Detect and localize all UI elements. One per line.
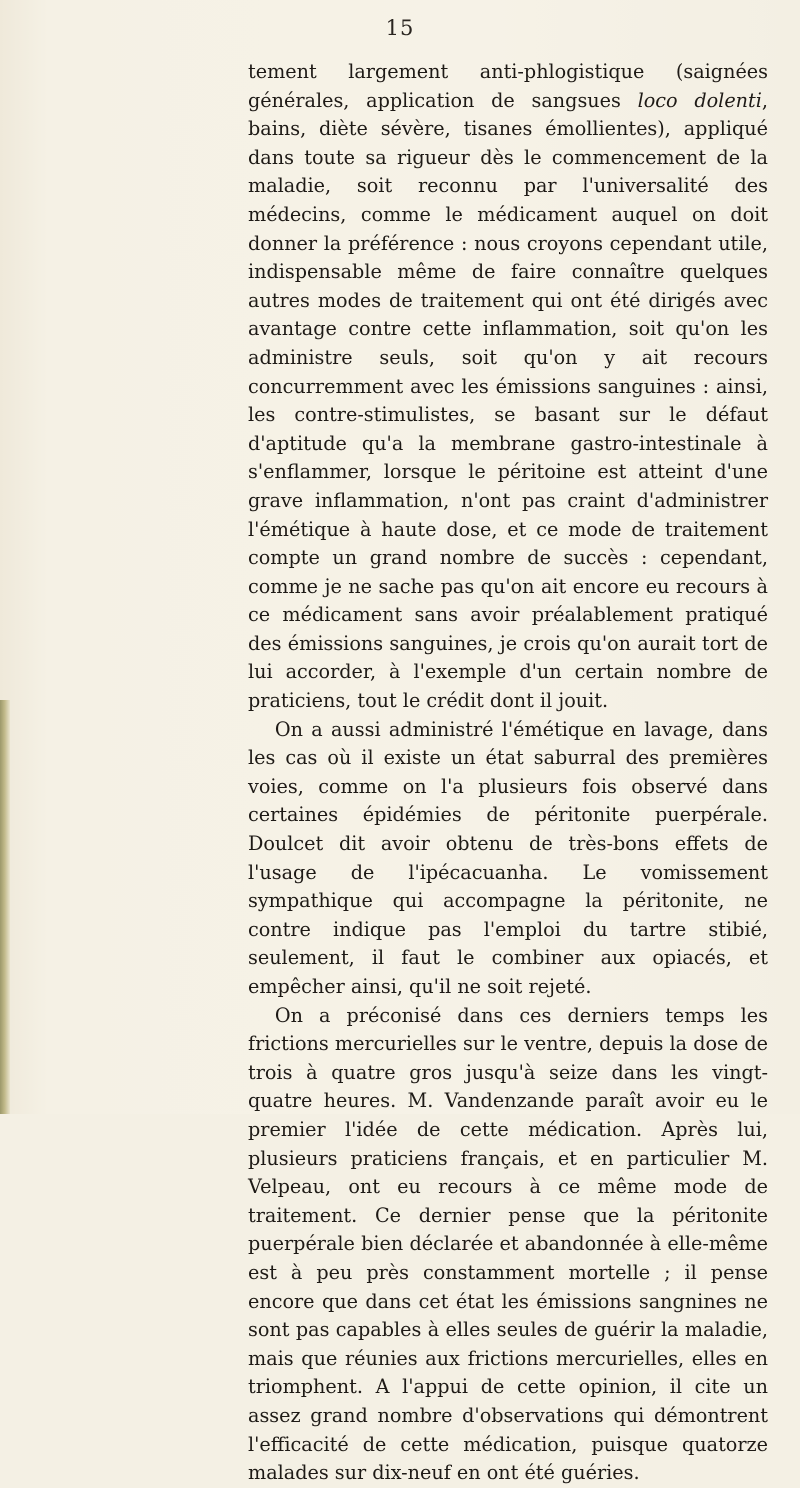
paragraph-3-text: On a préconisé dans ces derniers temps les frictions mercurielles sur le ventre, depuis la dose de trois à quatre gros jusqu'à seize dans les vingt-quatre heures. M. Vandenzande paraît avoir eu le premier l'idée de cette médication. Après lui, plusieurs praticiens français, et en particulier M. Velpeau, ont eu recours à ce même mode de traitement. Ce dernier pense que la péritonite puerpérale bien déclarée et abandonnée à elle-même est à peu près constamment mortelle ; il pense encore que dans cet état les émissions sangnines ne sont pas capables à elles seules de guérir la maladie, mais que réunies aux frictions mercurielles, elles en triomphent. A l'appui de cette opinion, il cite un assez grand nombre d'observations qui démontrent l'efficacité de cette médication, puisque quatorze malades sur dix-neuf en ont été guéries. [248,1003,768,1485]
paragraph-3 [248,1002,768,1488]
body-text [248,58,768,1488]
paragraph-1-text-a: tement largement anti-phlogistique (saignées générales, application de sangsues [248,60,768,112]
paragraph-1-latin-phrase: loco dolenti [637,88,762,112]
paragraph-2-text: On a aussi administré l'émétique en lavage, dans les cas où il existe un état saburral des premières voies, comme on l'a plusieurs fois observé dans certaines épidémies de péritonite puerpérale. Doulcet dit avoir obtenu de très-bons effets de l'usage de l'ipécacuanha. Le vomissement sympathique qui accompagne la péritonite, ne contre indique pas l'emploi du tartre stibié, seulement, il faut le combiner aux opiacés, et empêcher ainsi, qu'il ne soit rejeté. [248,717,768,998]
page-edge-shadow [0,700,10,1114]
page-number: 15 [385,16,415,40]
paragraph-1-text-b: , bains, diète sévère, tisanes émollientes), appliqué dans toute sa rigueur dès le commencement de la maladie, soit reconnu par l'universalité des médecins, comme le médicament auquel on doit donner la préférence : nous croyons cependant utile, indispensable même de faire connaître quelques autres modes de traitement qui ont été dirigés avec avantage contre cette inflammation, soit qu'on les administre seuls, soit qu'on y ait recours concurremment avec les émissions sanguines : ainsi, les contre-stimulistes, se basant sur le défaut d'aptitude qu'a la membrane gastro-intestinale à s'enflammer, lorsque le péritoine est atteint d'une grave inflammation, n'ont pas craint d'administrer l'émétique à haute dose, et ce mode de traitement compte un grand nombre de succès : cependant, comme je ne sache pas qu'on ait encore eu recours à ce médicament sans avoir préalablement pratiqué des émissions sanguines, je crois qu'on aurait tort de lui accorder, à l'exemple d'un certain nombre de praticiens, tout le crédit dont il jouit. [248,88,768,713]
paragraph-1 [248,58,768,716]
paragraph-2 [248,716,768,1002]
